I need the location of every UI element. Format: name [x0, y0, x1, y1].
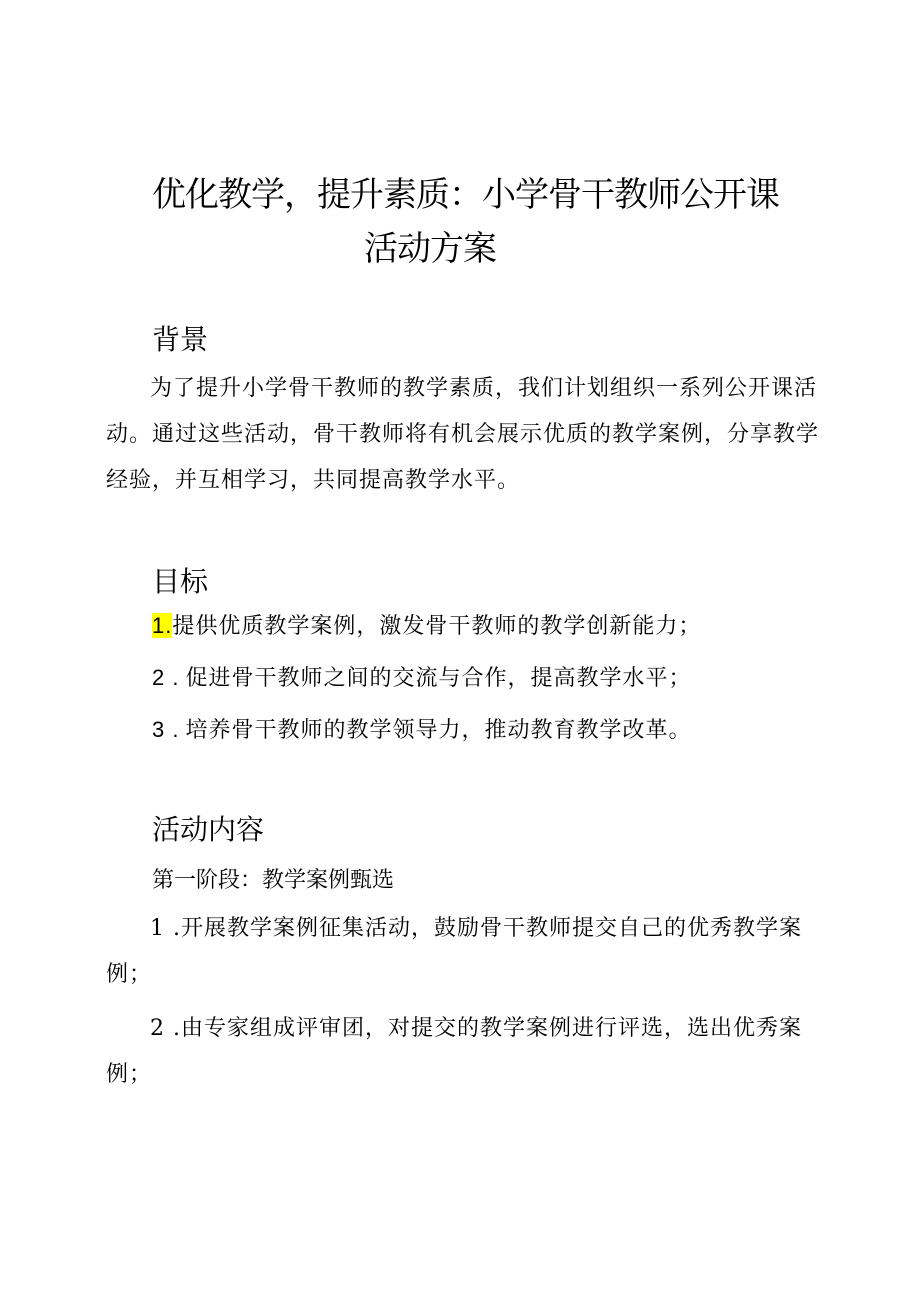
title-line-2: 活动方案	[364, 229, 496, 269]
goal-marker-2: 2 .	[152, 665, 180, 690]
phase1-item-2: 2 .由专家组成评审团，对提交的教学案例进行评选，选出优秀案例；	[106, 1016, 802, 1087]
goal-item-3	[152, 710, 691, 751]
title-line-1: 优化教学，提升素质：小学骨干教师公开课	[152, 175, 779, 215]
background-heading: 背景	[152, 323, 209, 356]
goal-marker-3: 3 .	[152, 717, 180, 742]
phase1-heading: 第一阶段：教学案例甄选	[152, 868, 395, 893]
goal-text-3: 培养骨干教师的教学领导力，推动教育教学改革。	[185, 718, 692, 743]
document-title	[152, 168, 832, 276]
activities-heading: 活动内容	[152, 813, 265, 846]
goal-marker-1: 1.	[152, 613, 173, 638]
phase1-item-1: 1 .开展教学案例征集活动，鼓励骨干教师提交自己的优秀教学案例；	[106, 916, 802, 987]
goal-item-2	[152, 658, 691, 699]
goal-text-2: 促进骨干教师之间的交流与合作，提高教学水平；	[185, 666, 692, 691]
goal-item-1	[152, 606, 701, 647]
goal-text-1: 提供优质教学案例，激发骨干教师的教学创新能力；	[172, 614, 702, 639]
background-paragraph: 为了提升小学骨干教师的教学素质，我们计划组织一系列公开课活动。通过这些活动，骨干教师将有机会展示优质的教学案例，分享教学经验，并互相学习，共同提高教学水平。	[106, 376, 820, 493]
goals-heading: 目标	[152, 565, 209, 598]
